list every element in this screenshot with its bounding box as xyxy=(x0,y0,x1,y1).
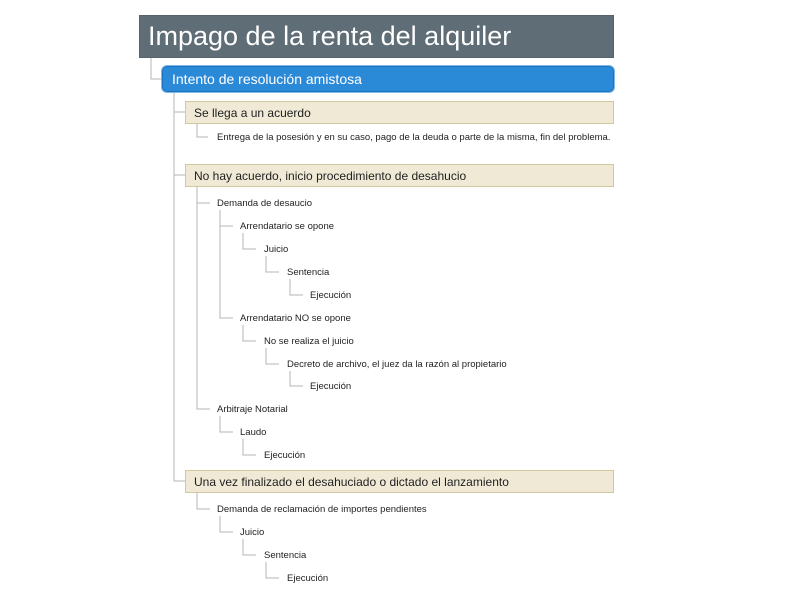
branch-finalizado-label: Una vez finalizado el desahuciado o dictado el lanzamiento xyxy=(194,474,509,489)
node-ejecucion[interactable]: Ejecución xyxy=(264,450,306,461)
node-decreto-archivo[interactable]: Decreto de archivo, el juez da la razón al propietario xyxy=(287,359,507,370)
connector-reclamacion xyxy=(197,493,210,509)
node-arrendatario-no-se-opone[interactable]: Arrendatario NO se opone xyxy=(240,313,351,324)
connector-level1-branches xyxy=(174,92,185,481)
node-demanda-desaucio[interactable]: Demanda de desaucio xyxy=(217,198,313,209)
connector-ejecucion-1 xyxy=(290,279,303,295)
connector-juicio-1 xyxy=(243,233,256,249)
root-node[interactable] xyxy=(139,15,614,58)
node-juicio[interactable]: Juicio xyxy=(264,244,289,255)
branch-finalizado[interactable] xyxy=(185,470,614,493)
connector-no-juicio xyxy=(243,325,256,341)
node-intento-resolucion-label: Intento de resolución amistosa xyxy=(172,71,362,87)
node-ejecucion[interactable]: Ejecución xyxy=(310,381,352,392)
node-sentencia[interactable]: Sentencia xyxy=(264,550,307,561)
connector-decreto xyxy=(266,348,279,364)
node-intento-resolucion[interactable] xyxy=(162,66,614,92)
branch-acuerdo[interactable] xyxy=(185,101,614,124)
node-juicio[interactable]: Juicio xyxy=(240,527,265,538)
connector-sentencia-2 xyxy=(243,539,256,555)
node-arbitraje-notarial[interactable]: Arbitraje Notarial xyxy=(217,404,288,415)
connector-root-level1 xyxy=(151,58,162,79)
branch-no-acuerdo-label: No hay acuerdo, inicio procedimiento de desahucio xyxy=(194,168,467,183)
branch-no-acuerdo[interactable] xyxy=(185,164,614,187)
node-sentencia[interactable]: Sentencia xyxy=(287,267,330,278)
connector-ejecucion-4 xyxy=(266,562,279,578)
connector-demanda-children xyxy=(220,210,233,318)
node-arrendatario-se-opone[interactable]: Arrendatario se opone xyxy=(240,221,335,232)
node-ejecucion[interactable]: Ejecución xyxy=(287,573,329,584)
node-ejecucion[interactable]: Ejecución xyxy=(310,290,352,301)
connector-acuerdo-detalle xyxy=(197,123,208,137)
connector-sentencia-1 xyxy=(266,256,279,272)
branch-acuerdo-label: Se llega a un acuerdo xyxy=(194,105,311,120)
connector-ejecucion-2 xyxy=(290,371,303,386)
node-no-se-realiza-juicio[interactable]: No se realiza el juicio xyxy=(264,336,354,347)
node-demanda-reclamacion[interactable]: Demanda de reclamación de importes pendientes xyxy=(217,504,427,515)
node-acuerdo-detalle[interactable]: Entrega de la posesión y en su caso, pago de la deuda o parte de la misma, fin del problema. xyxy=(217,132,611,143)
connector-laudo xyxy=(220,416,233,432)
connector-branch2-children xyxy=(197,187,210,409)
root-title: Impago de la renta del alquiler xyxy=(148,21,512,51)
node-laudo[interactable]: Laudo xyxy=(240,427,267,438)
connector-ejecucion-3 xyxy=(243,439,256,455)
connector-juicio-2 xyxy=(220,516,233,532)
